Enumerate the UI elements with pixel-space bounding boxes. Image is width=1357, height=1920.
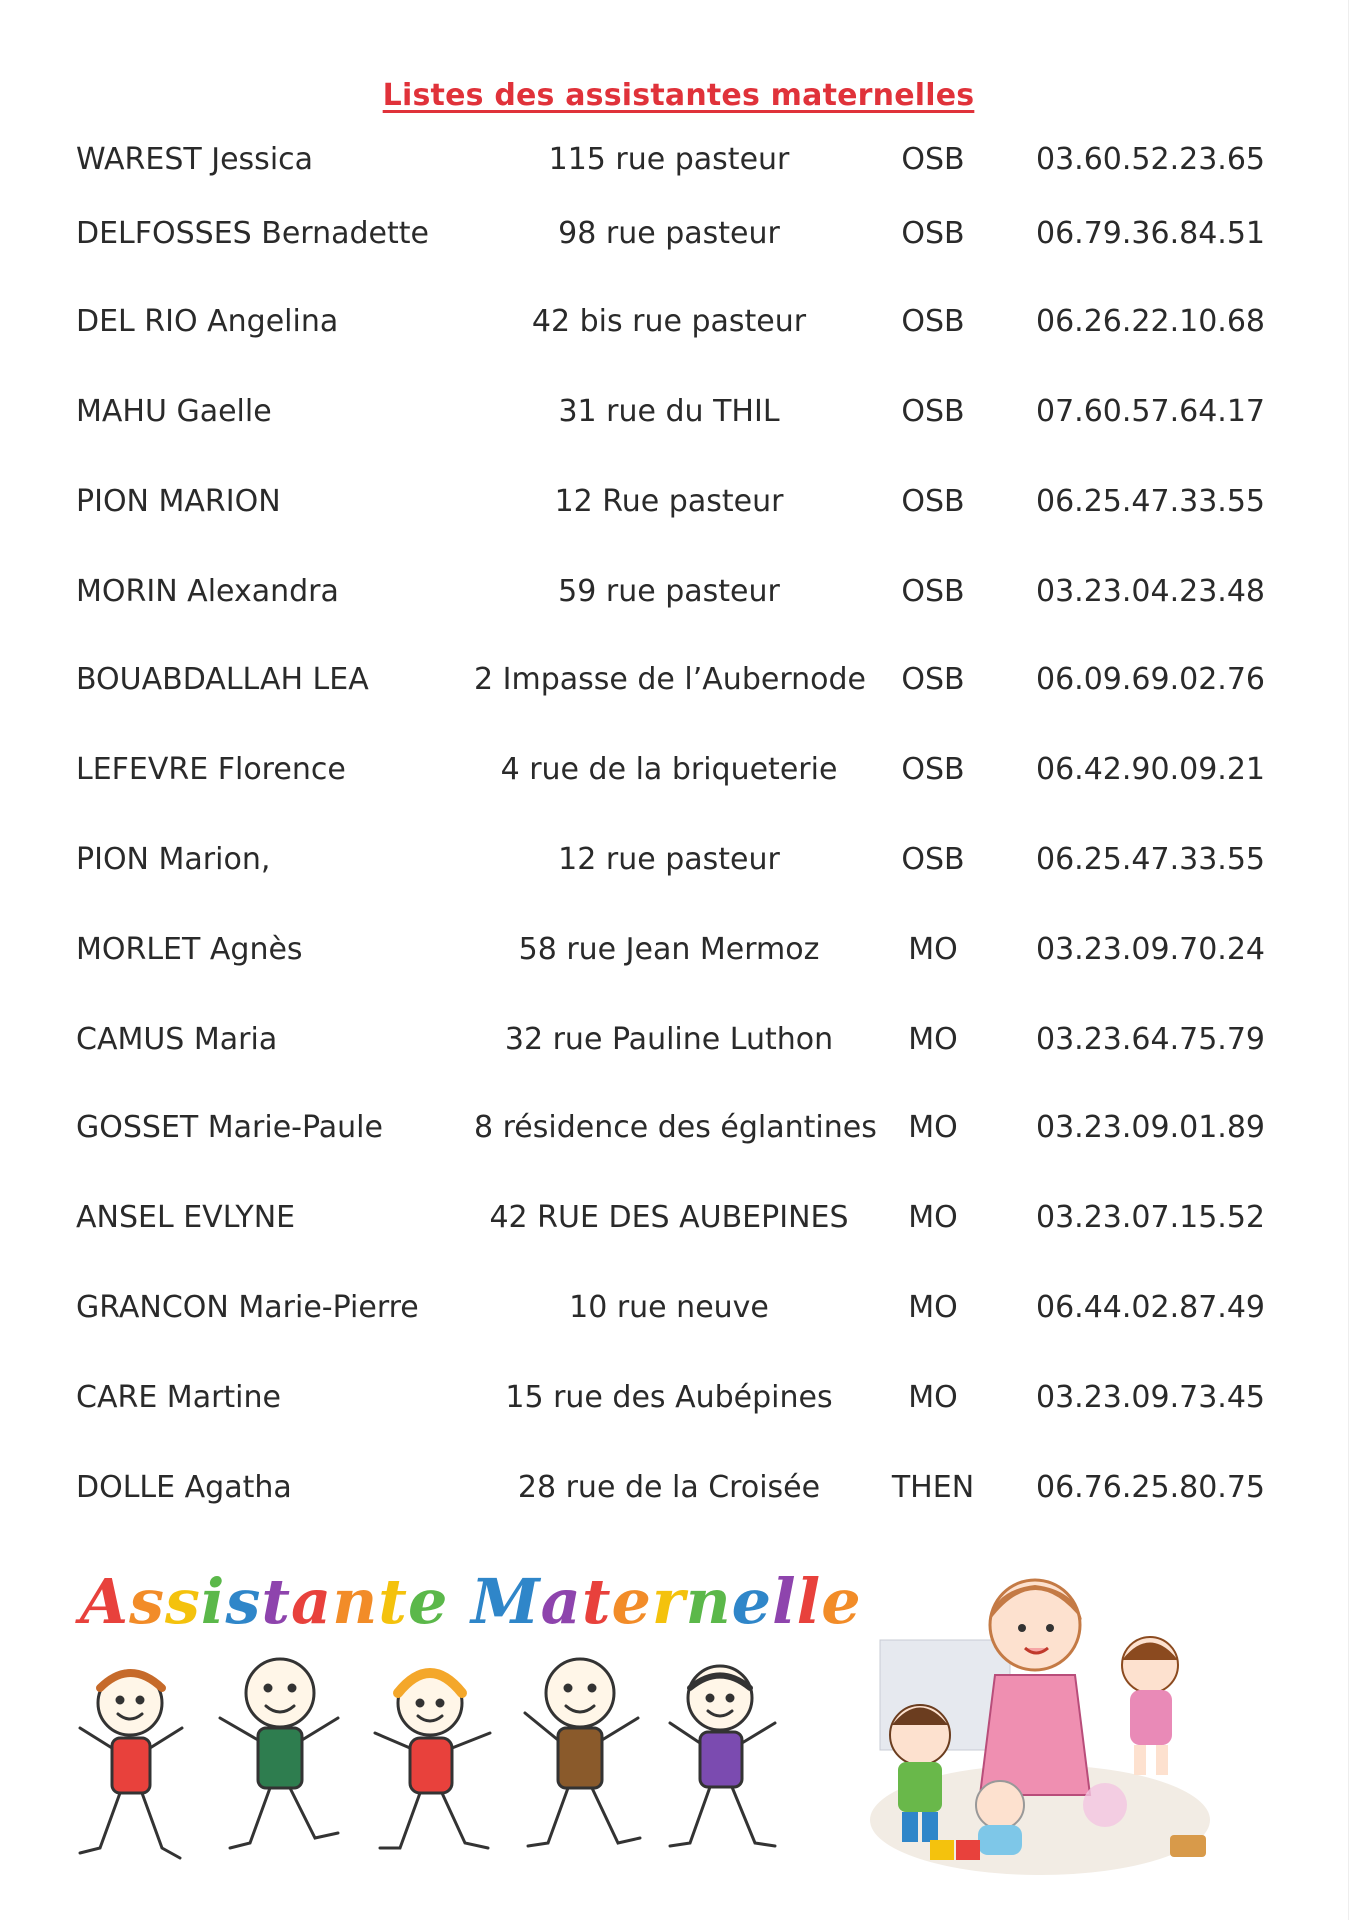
assistant-town: OSB	[901, 216, 965, 251]
assistant-address: 12 Rue pasteur	[554, 484, 784, 519]
assistant-town: OSB	[901, 394, 965, 429]
assistant-address: 115 rue pasteur	[548, 142, 790, 177]
assistant-name: LEFEVRE Florence	[76, 752, 346, 787]
assistant-address: 59 rue pasteur	[558, 574, 780, 609]
assistant-town: OSB	[901, 842, 965, 877]
toy-car-icon	[1170, 1835, 1206, 1857]
child-figure-1	[80, 1671, 182, 1858]
assistant-town: THEN	[891, 1470, 975, 1505]
assistant-address: 4 rue de la briqueterie	[500, 752, 838, 787]
assistant-address: 10 rue neuve	[569, 1290, 769, 1325]
assistant-town: OSB	[901, 484, 965, 519]
assistant-phone: 06.09.69.02.76	[1036, 662, 1266, 697]
assistant-name: ANSEL EVLYNE	[76, 1200, 296, 1235]
list-row	[0, 1376, 1357, 1420]
list-row	[0, 390, 1357, 434]
girl-figure	[1122, 1637, 1178, 1775]
assistant-name: PION MARION	[76, 484, 281, 519]
assistant-phone: 06.25.47.33.55	[1036, 842, 1266, 877]
child-figure-2	[220, 1659, 338, 1848]
assistant-phone: 06.44.02.87.49	[1036, 1290, 1266, 1325]
assistant-name: DELFOSSES Bernadette	[76, 216, 429, 251]
child-figure-3	[375, 1671, 490, 1848]
assistant-phone: 03.23.09.70.24	[1036, 932, 1266, 967]
assistant-name: CAMUS Maria	[76, 1022, 278, 1057]
assistant-phone: 03.60.52.23.65	[1036, 142, 1266, 177]
list-row	[0, 838, 1357, 882]
assistant-town: MO	[908, 1022, 958, 1057]
assistant-phone: 06.25.47.33.55	[1036, 484, 1266, 519]
assistant-name: MAHU Gaelle	[76, 394, 272, 429]
assistant-name: DOLLE Agatha	[76, 1470, 292, 1505]
assistant-phone: 06.42.90.09.21	[1036, 752, 1266, 787]
assistant-address: 28 rue de la Croisée	[517, 1470, 821, 1505]
assistant-name: MORIN Alexandra	[76, 574, 339, 609]
list-row	[0, 300, 1357, 344]
assistant-address: 42 RUE DES AUBEPINES	[489, 1200, 849, 1235]
assistant-name: GRANCON Marie-Pierre	[76, 1290, 419, 1325]
assistant-name: MORLET Agnès	[76, 932, 303, 967]
child-figure-5	[670, 1666, 775, 1846]
assistant-phone: 06.26.22.10.68	[1036, 304, 1266, 339]
assistant-town: OSB	[901, 752, 965, 787]
list-row	[0, 138, 1357, 182]
assistant-name: DEL RIO Angelina	[76, 304, 339, 339]
list-row	[0, 1286, 1357, 1330]
assistant-address: 8 résidence des églantines	[474, 1110, 877, 1145]
assistant-address: 15 rue des Aubépines	[505, 1380, 833, 1415]
assistant-town: MO	[908, 1110, 958, 1145]
assistant-town: MO	[908, 1290, 958, 1325]
assistant-name: PION Marion,	[76, 842, 271, 877]
list-row	[0, 212, 1357, 256]
assistant-phone: 03.23.04.23.48	[1036, 574, 1266, 609]
child-figure-4	[525, 1659, 640, 1846]
dancing-children-illustration	[70, 1648, 790, 1888]
assistant-town: OSB	[901, 574, 965, 609]
assistant-town: MO	[908, 1380, 958, 1415]
assistant-phone: 03.23.09.01.89	[1036, 1110, 1266, 1145]
assistant-phone: 03.23.64.75.79	[1036, 1022, 1266, 1057]
assistant-town: OSB	[901, 142, 965, 177]
page-title: Listes des assistantes maternelles	[382, 78, 975, 113]
list-row	[0, 1466, 1357, 1510]
list-row	[0, 1106, 1357, 1150]
assistant-address: 58 rue Jean Mermoz	[518, 932, 820, 967]
nanny-with-children-illustration	[860, 1550, 1220, 1890]
nanny-figure	[980, 1580, 1090, 1795]
assistant-town: OSB	[901, 304, 965, 339]
list-row	[0, 480, 1357, 524]
assistant-phone: 06.76.25.80.75	[1036, 1470, 1266, 1505]
list-row	[0, 570, 1357, 614]
list-row	[0, 1196, 1357, 1240]
assistant-name: GOSSET Marie-Paule	[76, 1110, 383, 1145]
assistant-address: 2 Impasse de l’Aubernode	[474, 662, 866, 697]
assistant-address: 31 rue du THIL	[558, 394, 780, 429]
assistant-address: 42 bis rue pasteur	[531, 304, 807, 339]
assistant-name: BOUABDALLAH LEA	[76, 662, 369, 697]
assistant-town: OSB	[901, 662, 965, 697]
assistant-name: WAREST Jessica	[76, 142, 314, 177]
assistant-town: MO	[908, 1200, 958, 1235]
assistant-phone: 06.79.36.84.51	[1036, 216, 1266, 251]
assistant-address: 98 rue pasteur	[558, 216, 780, 251]
assistant-phone: 03.23.09.73.45	[1036, 1380, 1266, 1415]
assistante-maternelle-banner: Assistante Maternelle	[80, 1565, 862, 1638]
toy-block-icon	[930, 1840, 954, 1860]
assistant-phone: 03.23.07.15.52	[1036, 1200, 1266, 1235]
list-row	[0, 748, 1357, 792]
assistant-address: 32 rue Pauline Luthon	[504, 1022, 834, 1057]
list-row	[0, 928, 1357, 972]
assistant-phone: 07.60.57.64.17	[1036, 394, 1266, 429]
list-row	[0, 1018, 1357, 1062]
assistant-address: 12 rue pasteur	[558, 842, 780, 877]
list-row	[0, 658, 1357, 702]
assistant-town: MO	[908, 932, 958, 967]
assistant-name: CARE Martine	[76, 1380, 281, 1415]
baby-figure	[976, 1781, 1024, 1855]
ball-icon	[1083, 1783, 1127, 1827]
